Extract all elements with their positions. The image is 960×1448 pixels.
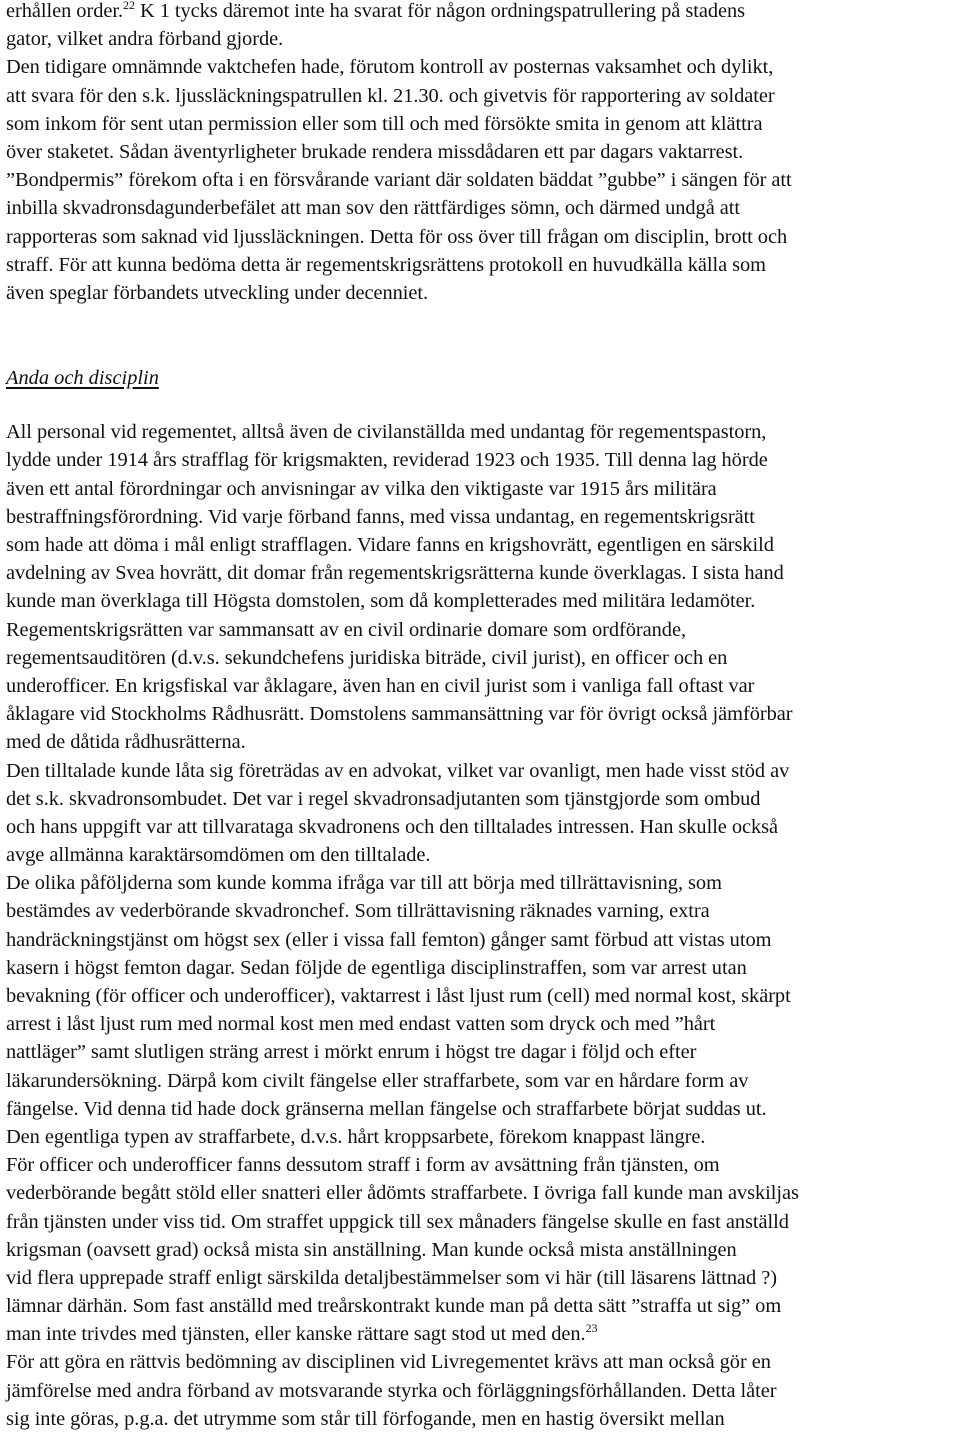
text-segment: handräckningstjänst om högst sex (eller i vissa fall femton) gånger samt förbud att vistas utom [6, 928, 772, 951]
text-line [6, 194, 954, 222]
text-segment: bevakning (för officer och underofficer), vaktarrest i låst ljust rum (cell) med normal kost, skärpt [6, 985, 791, 1007]
text-segment: Den tidigare omnämnde vaktchefen hade, förutom kontroll av posternas vaksamhet och dylikt, [6, 56, 774, 79]
text-line [6, 1320, 954, 1348]
text-segment: lydde under 1914 års strafflag för krigsmakten, reviderad 1923 och 1935. Till denna lag hörde [6, 449, 768, 472]
footnote-ref: 23 [585, 1321, 598, 1336]
text-segment: som inkom för sent utan permission eller som till och med försökte smita in genom att klättra [6, 112, 763, 135]
text-line [6, 446, 954, 474]
text-segment: kasern i högst femton dagar. Sedan följde de egentliga disciplinstraffen, som var arrest utan [6, 956, 747, 979]
text-line [6, 531, 954, 559]
text-segment: och hans uppgift var att tillvarataga skvadronens och den tilltalades intressen. Han skulle också [6, 815, 779, 838]
text-line [6, 644, 954, 672]
text-segment: åklagare vid Stockholms Rådhusrätt. Domstolens sammansättning var för övrigt också jämförbar [6, 703, 793, 726]
text-segment: De olika påföljderna som kunde komma ifråga var till att börja med tillrättavisning, som [6, 872, 722, 895]
text-line [6, 1208, 954, 1236]
text-segment: bestämdes av vederbörande skvadronchef. Som tillrättavisning räknades varning, extra [6, 900, 710, 923]
text-line [6, 1095, 954, 1123]
text-line [6, 757, 954, 785]
heading-spacer [6, 392, 954, 418]
text-segment: underofficer. En krigsfiskal var åklagare, även han en civil jurist som i vanliga fall oftast var [6, 674, 755, 697]
text-segment: inbilla skvadronsdagunderbefälet att man sov den rättfärdiges sömn, och därmed undgå att [6, 197, 740, 220]
text-line [6, 1348, 954, 1376]
text-line [6, 110, 954, 138]
document-page [6, 0, 954, 1433]
text-line [6, 25, 954, 53]
text-segment: från tjänsten under viss tid. Om straffet uppgick till sex månaders fängelse skulle en fast anställd [6, 1210, 789, 1233]
text-line [6, 841, 954, 869]
text-segment: erhållen order. [6, 0, 124, 22]
text-line [6, 1038, 954, 1066]
text-line [6, 982, 954, 1010]
text-line [6, 223, 954, 251]
text-line [6, 813, 954, 841]
text-segment: regementsauditören (d.v.s. sekundchefens juridiska biträde, civil jurist), en officer och en [6, 646, 728, 669]
text-line [6, 53, 954, 81]
text-line [6, 587, 954, 615]
body-text-block-2 [6, 418, 954, 1433]
text-segment: avge allmänna karaktärsomdömen om den tilltalade. [6, 844, 431, 867]
text-segment: läkarundersökning. Därpå kom civilt fängelse eller straffarbete, som var en hårdare form av [6, 1069, 749, 1092]
text-line [6, 1067, 954, 1095]
text-segment: som hade att döma i mål enligt strafflagen. Vidare fanns en krigshovrätt, egentligen en särskild [6, 534, 774, 556]
text-line [6, 503, 954, 531]
section-heading: Anda och disciplin [6, 367, 159, 390]
text-line [6, 672, 954, 700]
text-segment: över staketet. Sådan äventyrligheter brukade rendera missdådaren ett par dagars vaktarrest. [6, 140, 744, 163]
text-segment: avdelning av Svea hovrätt, dit domar från regementskrigsrätterna kunde överklagas. I sista hand [6, 562, 784, 585]
text-line [6, 418, 954, 446]
text-line [6, 869, 954, 897]
text-line [6, 251, 954, 279]
text-segment: För att göra en rättvis bedömning av disciplinen vid Livregementet krävs att man också gör en [6, 1351, 771, 1374]
section-spacer [6, 307, 954, 364]
text-line [6, 279, 954, 307]
text-segment: K 1 tycks däremot inte ha svarat för någon ordningspatrullering på stadens [134, 0, 745, 22]
text-segment: vid flera upprepade straff enligt särskilda detaljbestämmelser som vi här (till läsarens lättnad ?) [6, 1266, 777, 1289]
body-text-block-1 [6, 0, 954, 307]
text-segment: Den egentliga typen av straffarbete, d.v.s. hårt kroppsarbete, förekom knappast längre. [6, 1125, 706, 1148]
text-segment: sig inte göras, p.g.a. det utrymme som står till förfogande, men en hastig översikt mellan [6, 1407, 725, 1430]
text-segment: rapporteras som saknad vid ljussläckningen. Detta för oss över till frågan om disciplin, brott och [6, 225, 788, 248]
text-segment: även speglar förbandets utveckling under decenniet. [6, 281, 429, 304]
text-segment: det s.k. skvadronsombudet. Det var i regel skvadronsadjutanten som tjänstgjorde som ombud [6, 787, 761, 810]
text-line [6, 1292, 954, 1320]
text-line [6, 1123, 954, 1151]
text-segment: att svara för den s.k. ljussläckningspatrullen kl. 21.30. och givetvis för rapportering av soldater [6, 84, 775, 107]
text-segment: All personal vid regementet, alltså även de civilanställda med undantag för regementspastorn, [6, 421, 767, 444]
text-segment: ”Bondpermis” förekom ofta i en försvårande variant där soldaten bäddat ”gubbe” i sängen för att [6, 169, 792, 192]
text-segment: bestraffningsförordning. Vid varje förband fanns, med vissa undantag, en regementskrigsrätt [6, 505, 755, 528]
text-segment: straff. För att kunna bedöma detta är regementskrigsrättens protokoll en huvudkälla källa som [6, 253, 766, 276]
footnote-ref: 22 [123, 0, 135, 12]
text-segment: arrest i låst ljust rum med normal kost men med endast vatten som dryck och med ”hårt [6, 1013, 716, 1036]
text-segment: nattläger” samt slutligen sträng arrest i mörkt enrum i högst tre dagar i följd och efter [6, 1041, 697, 1064]
text-line [6, 1264, 954, 1292]
text-line [6, 1179, 954, 1207]
text-line [6, 475, 954, 503]
text-line [6, 926, 954, 954]
text-segment: För officer och underofficer fanns dessutom straff i form av avsättning från tjänsten, om [6, 1154, 720, 1177]
text-segment: Regementskrigsrätten var sammansatt av en civil ordinarie domare som ordförande, [6, 618, 686, 641]
text-line [6, 0, 954, 25]
text-line [6, 954, 954, 982]
text-segment: fängelse. Vid denna tid hade dock gränserna mellan fängelse och straffarbete börjat suddas ut. [6, 1097, 767, 1120]
text-segment: Den tilltalade kunde låta sig företrädas av en advokat, vilket var ovanligt, men hade visst stöd av [6, 759, 790, 782]
text-segment: krigsman (oavsett grad) också mista sin anställning. Man kunde också mista anställningen [6, 1238, 737, 1261]
text-segment: jämförelse med andra förband av motsvarande styrka och förläggningsförhållanden. Detta låter [6, 1379, 777, 1402]
text-line [6, 1236, 954, 1264]
text-line [6, 559, 954, 587]
text-line [6, 785, 954, 813]
text-line [6, 700, 954, 728]
text-line [6, 166, 954, 194]
text-line [6, 1151, 954, 1179]
text-line [6, 1010, 954, 1038]
text-line [6, 1377, 954, 1405]
text-line [6, 82, 954, 110]
text-line [6, 1405, 954, 1433]
text-segment: gator, vilket andra förband gjorde. [6, 28, 284, 51]
text-line [6, 728, 954, 756]
text-segment: lämnar därhän. Som fast anställd med treårskontrakt kunde man på detta sätt ”straffa ut sig” om [6, 1295, 782, 1318]
text-segment: vederbörande begått stöld eller snatteri eller ådömts straffarbete. I övriga fall kunde man avskiljas [6, 1182, 799, 1205]
text-segment: man inte trivdes med tjänsten, eller kanske rättare sagt stod ut med den. [6, 1323, 586, 1346]
text-segment: med de dåtida rådhusrätterna. [6, 731, 246, 754]
text-segment: även ett antal förordningar och anvisningar av vilka den viktigaste var 1915 års militära [6, 477, 717, 500]
text-line [6, 897, 954, 925]
text-segment: kunde man överklaga till Högsta domstolen, som då kompletterades med militära ledamöter. [6, 590, 756, 613]
text-line [6, 138, 954, 166]
text-line [6, 616, 954, 644]
